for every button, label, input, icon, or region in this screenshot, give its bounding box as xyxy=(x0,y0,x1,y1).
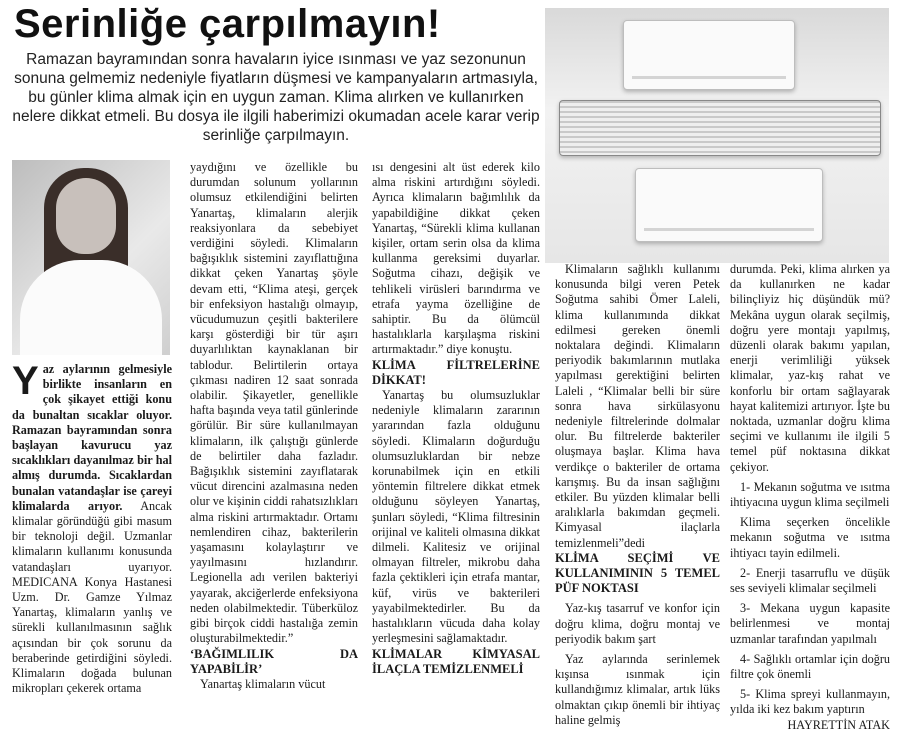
tip-item: 2- Enerji tasarruflu ve düşük ses seviyeli klimalar seçilmeli xyxy=(730,565,890,596)
body-text: yaydığını ve özellikle bu durumdan solunum yollarının olumsuz etkilendiğini belirten Yanartaş, klimaların alerjik reaksiyonlara da sebebiyet verdiğini söyledi. Klimaların bağışıklık sistemini zayıflattığına dikkat çeken Yanartaş şöyle devam etti, “Klima ateşi, gerçek bir enfeksiyon hastalığı olmayıp, vücudumuzun çeşitli bakterilere karşı gösterdiği bir tür aşırı duyarlılıktan kaynaklanan bir tablodur. Belirtilerin ortaya çıkması nadiren 12 saat sonrada olabilir. Şikayetler, genellikle hafta başında veya tatil günlerinde görülür. Bir süre kullanılmayan klimaların, ilk çalıştığı günlerde de belirtiler daha fazladır. Bağışıklık sistemini zayıflatarak vücut direncini azalmasına neden olur ve kişinin ciddi rahatsızlıkları alma riskini artırmaktadır. Ortamı nemlendiren cihaz, bakterilerin yaşamasını kolaylaştırır ve yayılmasını hızlandırır. Legionella adı verilen bakteriyi yayarak, akciğerlerde enfeksiyona neden olabilmektedir. Tüberküloz gibi birçok ciddi hastalığa zemin oluşturabilmektedir.” xyxy=(190,160,358,646)
tip-item: 5- Klima spreyi kullanmayın, yılda iki kez bakım yaptırın xyxy=(730,687,890,717)
dropcap: Y xyxy=(12,359,39,403)
doctor-portrait-photo xyxy=(12,160,170,355)
tip-item: Klima seçerken öncelikle mekanın soğutma ve ısıtma ihtiyacı tayin edilmeli. xyxy=(730,515,890,560)
air-conditioners-photo xyxy=(545,8,889,263)
article-column-5 xyxy=(730,262,890,733)
article-column-4 xyxy=(555,262,720,728)
wall-ac-unit xyxy=(623,20,795,90)
body-text: Yaz-kış tasarruf ve konfor için doğru klima, doğru montaj ve periyodik bakım şart xyxy=(555,601,720,646)
intro-bold-text: az aylarının gelmesiyle birlikte insanların en çok şikayet ettiği konu da bunaltan sıcaklar oluyor. Ramazan bayramından sonra başlayan kavurucu yaz sıcaklıkları dayanılmaz bir hal almış durumda. Sıcaklardan bunalan vatandaşlar ise çareyi klimalarda arıyor. xyxy=(12,362,172,513)
author-signature: HAYRETTİN ATAK xyxy=(787,717,890,732)
body-text: ısı dengesini alt üst ederek kilo alma riskini artırdığını söyledi. Ayrıca klimaların bağımlılık da yapabildiğine dikkat çeken Yanartaş, “Sürekli klima kullanan kişiler, ortam serin olsa da klima kullanma gereksimi duyarlar. Soğutma cihazı, değişik ve tehlikeli virüsleri barındırma ve etrafa yayma özelliğine de sahiptir. Bu da ölümcül hastalıklarla karşılaşma riskini artırmaktadır.” diye konuştu. xyxy=(372,160,540,357)
article-column-2 xyxy=(190,160,358,692)
body-text: Yaz aylarında serinlemek kışınsa ısınmak için kullandığımız klimalar, artık lüks olmaktan çıkıp önemli bir ihtiyaç haline gelmiş xyxy=(555,652,720,727)
subheading: KLİMA SEÇİMİ VE KULLANIMININ 5 TEMEL PÜF NOKTASI xyxy=(555,550,720,596)
subheading: KLİMALAR KİMYASAL İLAÇLA TEMİZLENMELİ xyxy=(372,646,540,676)
wall-ac-unit xyxy=(635,168,823,242)
ceiling-ac-unit xyxy=(559,100,881,156)
body-text: Yanartaş bu olumsuzluklar nedeniyle klimaların zararının yararından fazla olduğunu söyledi. Klimaların doğurduğu olumsuzluklardan bir nebze korunabilmek için en etkili yöntemin filtrelere dikkat etmek olduğunu söyleyen Yanartaş, şunları söyledi, “Klima filtresinin orijinal ve kaliteli olmasına dikkat dilmeli. Kalitesiz ve orijinal olmayan filtreler, mikrobu daha fazla çektikleri için etrafa mantar, küf, virüs ve bakterileri yayabilmektedirler. Bu da hastalıkların vücuda daha kolay yerleşmesini sağlamaktadır. xyxy=(372,388,540,646)
subheading: KLİMA FİLTRELERİNE DİKKAT! xyxy=(372,357,540,387)
body-text: Yanartaş klimaların vücut xyxy=(200,676,326,691)
lead-paragraph: Ramazan bayramından sonra havaların iyice ısınması ve yaz sezonunun sonuna gelmemiz nedeniyle fiyatların düşmesi ve kampanyaların artmasıyla, bu günler klima almak için en uygun zaman. Klima alırken ve kullanırken nelere dikkat etmeli. Bu dosya ile ilgili haberimizi okumadan acele karar verip serinliğe çarpılmayın. xyxy=(12,51,540,144)
body-text: durumda. Peki, klima alırken ya da kullanırken ne kadar bilinçliyiz hiç düşündük mü? Mekâna uygun olarak seçilmiş, doğru yere montajı yapılmış, düzenli olarak bakımı yapılan, enerji verimliliği yüksek klimalar, yaz-kış rahat ve konforlu bir ortam sağlayarak hayat kalitemizi artırıyor. İşte bu noktada, uzmanlar doğru klima seçimi ve kullanımı ile ilgili 5 temel püf noktasına dikkat çekiyor. xyxy=(730,262,890,474)
body-text: Ancak klimalar göründüğü gibi masum bir teknoloji değil. Uzmanlar klimaların kullanımı konusunda vatandaşları uyarıyor. MEDICANA Konya Hastanesi Uzm. Dr. Gamze Yılmaz Yanartaş, klimaların yanlış ve sürekli kullanılmasının sağlık açısından bir çok sorunu da beraberinde getirdiğini söyledi. Klimaların doğada bulunan mikropları çekerek ortama xyxy=(12,498,172,696)
article-column-1 xyxy=(12,359,172,696)
body-text: Klimaların sağlıklı kullanımı konusunda bilgi veren Petek Soğutma sahibi Ömer Laleli, klima kullanımında dikkat edilmesi gereken önemli noktalara değindi. Klimaların periyodik bakımlarının mutlaka yapılması gerektiğini belirten Laleli , “Klimalar belli bir süre sonra hava sirkülasyonu nedeniyle filtrelerinde dolmalar olur. Bu filtrelerde bakteriler oluşmaya başlar. Klima hava verdikçe o bakteriler de ortama karışmış. Bu da insan sağlığını etkiler. Bu yüzden klimalar belli aralıklarla bakımdan geçmeli. Kimyasal ilaçlarla temizlenmeli”dedi xyxy=(555,262,720,550)
subheading: ‘BAĞIMLILIK DA YAPABİLİR’ xyxy=(190,646,358,676)
tip-item: 1- Mekanın soğutma ve ısıtma ihtiyacına uygun klima seçilmeli xyxy=(730,479,890,510)
article-column-3 xyxy=(372,160,540,677)
headline: Serinliğe çarpılmayın! xyxy=(14,2,441,46)
tip-item: 4- Sağlıklı ortamlar için doğru filtre çok önemli xyxy=(730,651,890,682)
tip-item: 3- Mekana uygun kapasite belirlenmesi ve montaj uzmanlar tarafından yapılmalı xyxy=(730,601,890,646)
